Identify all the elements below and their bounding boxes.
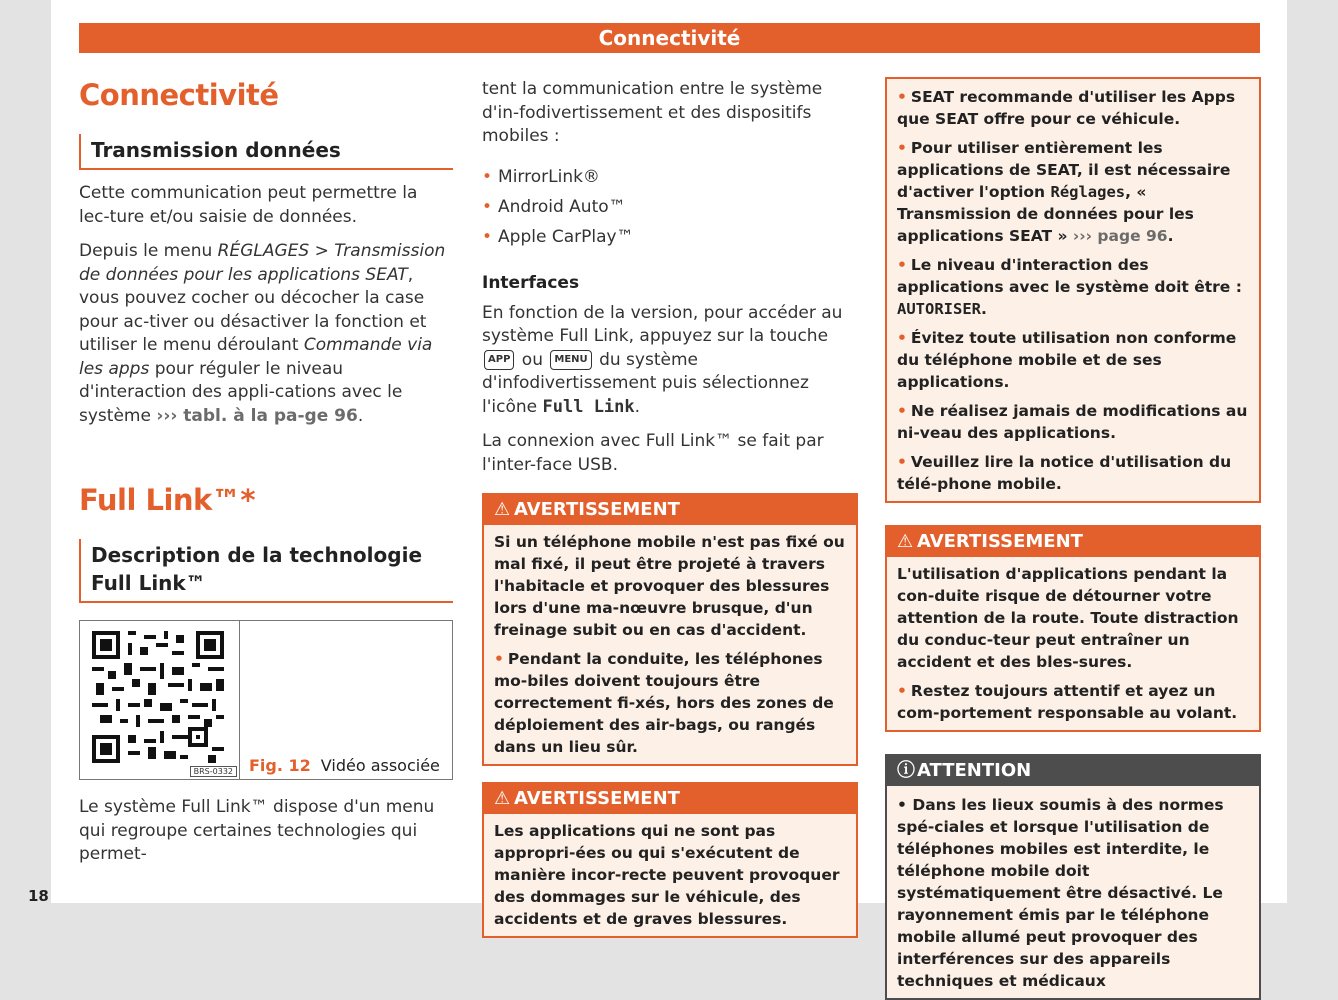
paragraph-settings: Depuis le menu RÉGLAGES > Transmission de données pour les applications SEAT, vous pouvez cocher ou décocher la case pour ac-tiver ou désactiver la fonction et utiliser le menu déroulant Commande via les apps pour réguler le niveau d'interaction des appli-cations avec le système ››› tabl. à la pa-ge 96. [79, 241, 446, 426]
column-middle [482, 78, 858, 938]
attention-circle-icon: ⓘ [897, 760, 915, 781]
page-reference-link[interactable]: ››› page 96 [1072, 227, 1168, 245]
list-item: • Android Auto™ [482, 196, 626, 217]
attention-body: • Dans les lieux soumis à des normes spé-ciales et lorsque l'utilisation de téléphones mobiles est interdite, le téléphone mobile doit systématiquement être désactivé. Le rayonnement émis par le téléphone mobile allumé peut provoquer des interférences sur des appareils techniques et médicaux [897, 796, 1224, 990]
section-heading-transmission: Transmission données [79, 134, 453, 170]
full-link-title: Full Link™* [79, 483, 256, 517]
qr-code-icon [92, 631, 224, 763]
warning-triangle-icon: ⚠ [494, 499, 511, 520]
warning-box-distraction [885, 525, 1261, 732]
chapter-header: Connectivité [79, 23, 1260, 53]
column-left [79, 70, 453, 867]
technology-list [482, 162, 858, 252]
page-number: 18 [28, 887, 49, 905]
attention-header: ⓘ ATTENTION [887, 756, 1259, 786]
figure-caption-text: Vidéo associée [320, 756, 440, 775]
warning-triangle-icon: ⚠ [494, 788, 511, 809]
chapter-title: Connectivité [79, 78, 279, 112]
warning-header: ⚠ AVERTISSEMENT [887, 527, 1259, 557]
paragraph-full-link: Le système Full Link™ dispose d'un menu qui regroupe certaines technologies qui permet- [79, 797, 435, 864]
paragraph-interfaces: En fonction de la version, pour accéder au système Full Link, appuyez sur la touche APP ou MENU du système d'infodivertissement puis sélectionnez l'icône Full Link. [482, 302, 843, 417]
paragraph-usb: La connexion avec Full Link™ se fait par l'inter-face USB. [482, 431, 824, 475]
figure-code: BRS-0332 [190, 766, 237, 777]
app-key-icon: APP [484, 350, 514, 370]
section-heading-description: Description de la technologie Full Link™ [79, 539, 453, 603]
list-item: • Apple CarPlay™ [482, 226, 634, 247]
full-link-icon-label: Full Link [542, 396, 635, 417]
figure-number: Fig. 12 [249, 756, 311, 775]
menu-key-icon: MENU [550, 350, 591, 370]
column-right [885, 77, 1261, 1000]
figure-video [79, 620, 453, 780]
warning-body: Les applications qui ne sont pas appropri-ées ou qui s'exécutent de manière incor-recte peuvent provoquer des dommages sur le véhicule, des accidents et de graves blessures. [494, 822, 840, 928]
warning-header: ⚠ AVERTISSEMENT [484, 784, 856, 814]
list-item: • MirrorLink® [482, 166, 600, 187]
interfaces-heading: Interfaces [482, 272, 580, 293]
figure-caption [240, 621, 452, 779]
attention-box [885, 754, 1261, 1000]
warning-box-apps [482, 782, 858, 938]
table-reference-link[interactable]: ››› tabl. à la pa-ge 96 [156, 405, 358, 426]
notes-body: • SEAT recommande d'utiliser les Apps que SEAT offre pour ce véhicule. • Pour utiliser entièrement les applications de SEAT, il est nécessaire d'activer l'option Réglages, « Transmission de données pour les applications SEAT » ››› page 96. • Le niveau d'interaction des applications avec le système doit être : AUTORISER. • Évitez toute utilisation non conforme du téléphone mobile et de ses applications. • Ne réalisez jamais de modifications au ni-veau des applications. • Veuillez lire la notice d'utilisation du télé-phone mobile. [897, 88, 1248, 493]
notes-box [885, 77, 1261, 503]
warning-header: ⚠ AVERTISSEMENT [484, 495, 856, 525]
warning-body: L'utilisation d'applications pendant la con-duite risque de détourner votre attention de la route. Toute distraction du conduc-teur peut entraîner un accident et des bles-sures. • Restez toujours attentif et ayez un com-portement responsable au volant. [897, 565, 1239, 722]
warning-box-fixation [482, 493, 858, 766]
qr-code-cell[interactable] [80, 621, 240, 779]
warning-body: Si un téléphone mobile n'est pas fixé ou mal fixé, il peut être projeté à travers l'habitacle et provoquer des blessures lors d'une ma-nœuvre brusque, d'un freinage subit ou en cas d'accident. • Pendant la conduite, les téléphones mo-biles doivent toujours être correctement fi-xés, hors des zones de déploiement des air-bags, ou rangés dans un lieu sûr. [494, 533, 845, 756]
paragraph-communication: Cette communication peut permettre la lec-ture et/ou saisie de données. [79, 183, 418, 227]
warning-triangle-icon: ⚠ [897, 531, 914, 552]
paragraph-continued: tent la communication entre le système d'in-fodivertissement et des dispositifs mobiles : [482, 79, 823, 146]
